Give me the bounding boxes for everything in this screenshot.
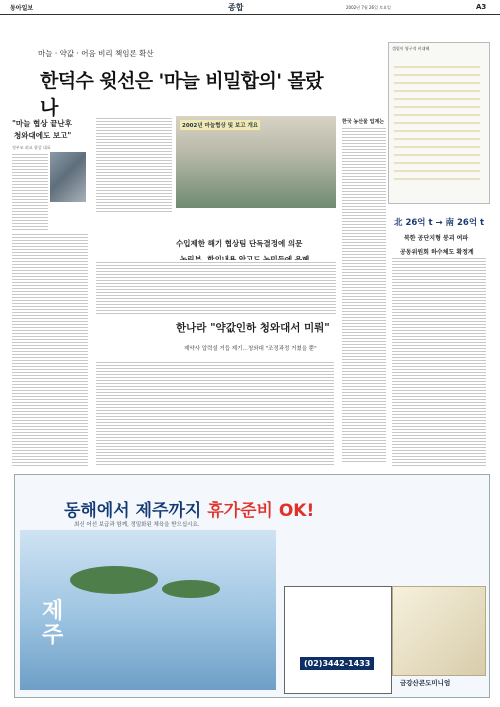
- top-right-subhead: 한국 농산물 업계는: [342, 119, 385, 125]
- left-column-body: [12, 232, 88, 466]
- ad-title-main: 동해에서 제주까지: [64, 501, 208, 521]
- issue-date: 2002년 7월 26일 토요일: [346, 5, 391, 10]
- chart-deck-1: 북한 공단지형 붕괴 여파: [404, 235, 469, 242]
- chart-graphic: [394, 60, 480, 180]
- ad-island-shape-2: [162, 580, 220, 598]
- ad-company-name: 금강산콘도미니엄: [400, 679, 451, 687]
- main-headline: 한덕수 윗선은 '마늘 비밀합의' 몰랐나: [40, 70, 324, 119]
- ad-title: [64, 496, 314, 521]
- ad-jeju-text: 제주: [42, 599, 64, 648]
- ad-island-shape: [70, 566, 158, 594]
- ad-photo-grid: [392, 586, 486, 676]
- middle-text-block: [96, 260, 336, 314]
- headline-kicker: 마늘 · 약값 · 어음 비리 책임론 확산: [38, 49, 154, 58]
- middle-column-text: [96, 116, 172, 212]
- right-column-text: [392, 256, 486, 466]
- chart-highlight: 北 26억 t → 南 26억 t: [394, 218, 485, 228]
- left-column-text: [12, 152, 48, 230]
- second-story-headline: 한나라 "약값인하 청와대서 미뤄": [176, 322, 330, 334]
- subhead-middle-1: 수입제한 해기 협상팀 단독결정에 의문: [176, 239, 303, 248]
- ad-title-highlight: 휴가준비 OK!: [207, 501, 315, 521]
- left-column-byline: 정부조 외교 협상 대표: [12, 145, 51, 150]
- left-column-title-1: "마늘 협상 끝난후: [12, 119, 72, 128]
- chart-title: 갤럽이 영구적 비대해: [392, 46, 430, 51]
- ad-subtitle: 최신 어선 보급과 함께, 정밀화된 체육을 받으십시요.: [74, 522, 200, 528]
- brand-name: 동아일보: [10, 5, 34, 12]
- chart-deck-2: 공동위원회 하수체도 확정계: [400, 249, 474, 256]
- second-story-deck: 제약사 압력설 거듭 제기…청와대 "조정과정 거쳤을 뿐": [184, 346, 317, 352]
- left-column-title-2: 청와대에도 보고": [14, 131, 72, 140]
- portrait-photo: [50, 152, 86, 202]
- second-story-text: [96, 360, 334, 466]
- page-number: A3: [476, 3, 487, 11]
- section-label: 종합: [228, 3, 244, 12]
- ad-phone: (02)3442-1433: [300, 657, 374, 670]
- right-middle-column-text: [342, 126, 386, 464]
- ad-info-box: [284, 586, 392, 694]
- masthead: [0, 0, 500, 15]
- photo-caption: 2002년 마늘협상 및 보고 개요: [180, 120, 260, 130]
